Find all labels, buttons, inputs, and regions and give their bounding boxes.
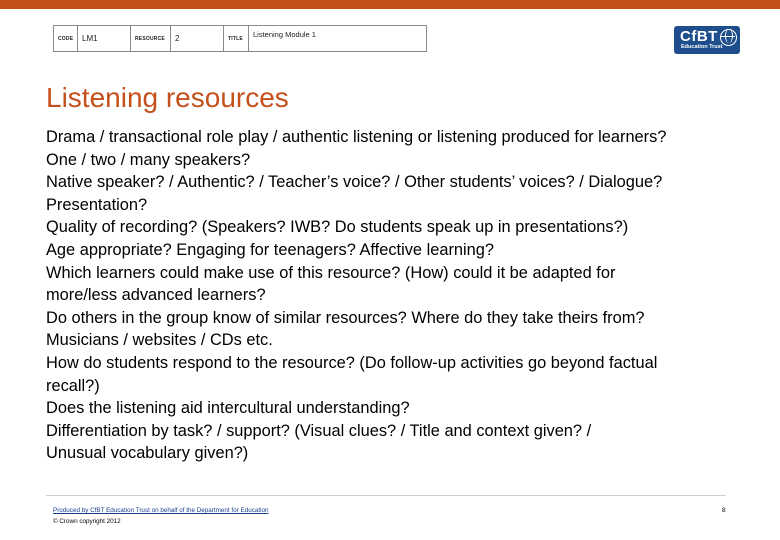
- title-value: Listening Module 1: [253, 30, 316, 39]
- body-line: Musicians / websites / CDs etc.: [46, 331, 273, 350]
- footer-credit-link[interactable]: Produced by CfBT Education Trust on behalf of the Department for Education: [53, 507, 269, 514]
- body-line: How do students respond to the resource? (Do follow-up activities go beyond factual: [46, 353, 658, 372]
- body-line: One / two / many speakers?: [46, 150, 251, 169]
- body-line: Drama / transactional role play / authentic listening or listening produced for learners?: [46, 128, 667, 146]
- body-line: recall?): [46, 376, 100, 395]
- body-line: Presentation?: [46, 195, 148, 214]
- logo-name: CfBT: [680, 28, 718, 45]
- body-line: Differentiation by task? / support? (Visual clues? / Title and context given? /: [46, 421, 592, 440]
- resource-label-cell: [131, 26, 170, 51]
- resource-label: RESOURCE: [135, 35, 165, 42]
- footer-divider: [46, 495, 726, 496]
- code-label: CODE: [58, 35, 74, 42]
- slide-body: [46, 126, 746, 465]
- title-label: TITLE: [228, 35, 243, 42]
- resource-info-box: [53, 25, 427, 52]
- title-label-cell: [224, 26, 248, 51]
- body-line: Age appropriate? Engaging for teenagers? Affective learning?: [46, 240, 495, 259]
- resource-value-cell: [171, 26, 223, 51]
- top-accent-bar: [0, 0, 780, 9]
- body-line: Does the listening aid intercultural understanding?: [46, 399, 410, 418]
- globe-icon: [720, 29, 737, 46]
- title-value-cell: [249, 26, 426, 51]
- body-line: Unusual vocabulary given?): [46, 444, 249, 463]
- code-value: LM1: [82, 34, 98, 43]
- body-line: Quality of recording? (Speakers? IWB? Do students speak up in presentations?): [46, 218, 629, 237]
- code-value-cell: [78, 26, 130, 51]
- body-line: more/less advanced learners?: [46, 286, 266, 305]
- resource-value: 2: [175, 34, 180, 43]
- slide-title: Listening resources: [46, 82, 289, 113]
- cfbt-logo: [674, 26, 740, 54]
- body-line: Which learners could make use of this resource? (How) could it be adapted for: [46, 263, 616, 282]
- page-number: 8: [722, 507, 726, 514]
- body-line: Native speaker? / Authentic? / Teacher’s voice? / Other students’ voices? / Dialogue?: [46, 173, 663, 192]
- logo-subtitle: Education Trust: [681, 44, 723, 50]
- code-label-cell: [54, 26, 77, 51]
- footer-copyright: © Crown copyright 2012: [53, 518, 121, 525]
- body-line: Do others in the group know of similar resources? Where do they take theirs from?: [46, 308, 645, 327]
